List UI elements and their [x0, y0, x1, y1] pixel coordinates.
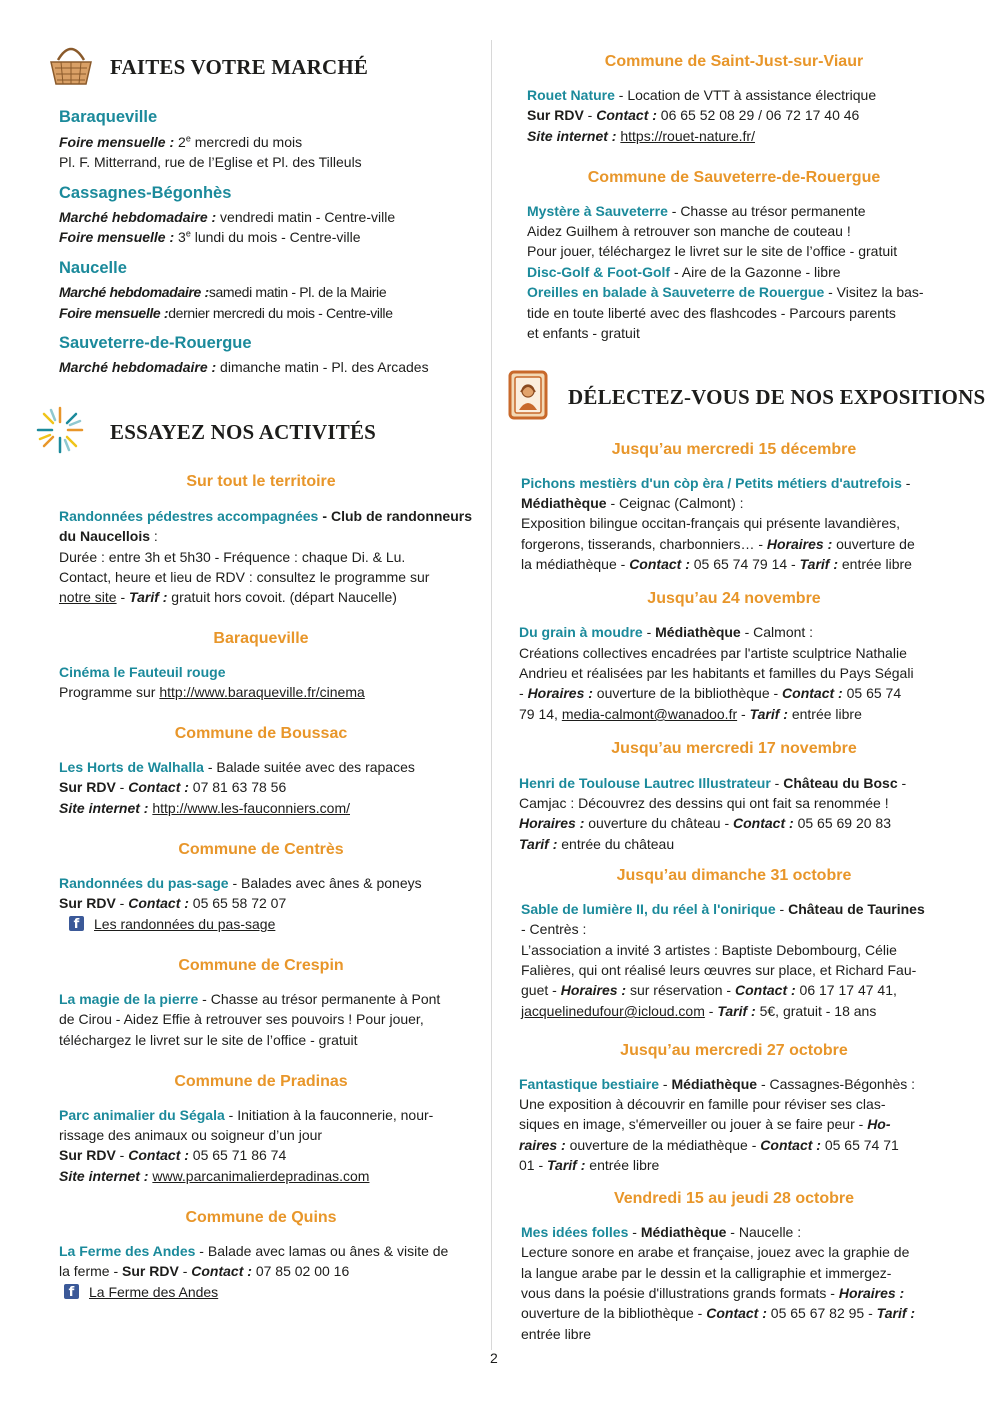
activity-territoire: Randonnées pédestres accompagnées - Club de randonneurs du Naucellois :	[59, 508, 472, 545]
expo-line: guet - Horaires : sur réservation - Contact : 06 17 17 47 41,	[521, 982, 897, 998]
activity-name: Rouet Nature	[527, 87, 615, 103]
expo-line: Henri de Toulouse Lautrec Illustrateur - Château du Bosc -	[519, 775, 907, 791]
activity-name: Oreilles en balade à Sauveterre de Rouergue	[527, 284, 825, 300]
town-baraqueville: Baraqueville	[59, 108, 158, 126]
notre-site-link[interactable]: notre site	[59, 589, 117, 605]
expo-name: Henri de Toulouse Lautrec Illustrateur	[519, 775, 771, 791]
expo-line: Du grain à moudre - Médiathèque - Calmont :	[519, 624, 814, 640]
activity-line: notre site - Tarif : gratuit hors covoit. (départ Naucelle)	[59, 589, 397, 605]
sparkle-icon	[34, 404, 86, 461]
portrait-frame-icon	[508, 370, 548, 425]
column-divider	[491, 40, 492, 1350]
basket-icon	[46, 40, 96, 95]
expo-line: Une exposition à découvrir en famille pour réviser ses clas-	[519, 1096, 886, 1112]
fauconniers-link[interactable]: http://www.les-fauconniers.com/	[152, 800, 350, 816]
expos-header	[508, 370, 985, 425]
market-line: Marché hebdomadaire : dimanche matin - Pl. des Arcades	[59, 359, 429, 375]
expo-name: Sable de lumière II, du réel à l'onirique	[521, 901, 776, 917]
expo-line: Exposition bilingue occitan-français qui présente lavandières,	[521, 515, 900, 531]
activity-line: Aidez Guilhem à retrouver son manche de couteau !	[527, 223, 851, 239]
activity-line: Site internet : http://www.les-fauconniers.com/	[59, 800, 350, 816]
expo-line: la langue arabe par le dessin et la calligraphie et immergez-	[521, 1265, 892, 1281]
activity-line: Mystère à Sauveterre - Chasse au trésor permanente	[527, 203, 866, 219]
activity-name: Cinéma le Fauteuil rouge	[59, 664, 226, 680]
activity-line: Sur RDV - Contact : 05 65 58 72 07	[59, 895, 287, 911]
expo-line: Horaires : ouverture du château - Contact : 05 65 69 20 83	[519, 815, 891, 831]
expo-line: 79 14, media-calmont@wanadoo.fr - Tarif : entrée libre	[519, 706, 862, 722]
expo-name: Pichons mestièrs d'un còp èra / Petits métiers d'autrefois	[521, 475, 902, 491]
market-line: Marché hebdomadaire : vendredi matin - Centre-ville	[59, 209, 396, 225]
activity-name: Randonnées pédestres accompagnées	[59, 508, 319, 524]
heading-boussac: Commune de Boussac	[174, 725, 348, 742]
activity-line: Rouet Nature - Location de VTT à assistance électrique	[527, 87, 877, 103]
expo-line: Fantastique bestiaire - Médiathèque - Cassagnes-Bégonhès :	[519, 1076, 916, 1092]
expo-line: Camjac : Découvrez des dessins qui ont fait sa renommée !	[519, 795, 889, 811]
expo-date-heading: Jusqu’au mercredi 17 novembre	[611, 740, 857, 757]
pas-sage-facebook-link[interactable]: Les randonnées du pas-sage	[94, 916, 276, 932]
activity-line: et enfants - gratuit	[527, 325, 640, 341]
activity-line: Contact, heure et lieu de RDV : consultez le programme sur	[59, 569, 430, 585]
activity-line: la ferme - Sur RDV - Contact : 07 85 02 00 16	[59, 1263, 350, 1279]
expo-date-heading: Jusqu’au mercredi 27 octobre	[620, 1042, 848, 1059]
market-line: Foire mensuelle : 2e mercredi du mois	[59, 133, 303, 150]
expo-line: siques en image, s'émerveiller ou jouer à se faire peur - Ho-	[519, 1116, 891, 1132]
expo-line: ouverture de la bibliothèque - Contact : 05 65 67 82 95 - Tarif :	[521, 1305, 916, 1321]
expo-line: Créations collectives encadrées par l'artiste sculptrice Nathalie	[519, 645, 907, 661]
activity-line: Durée : entre 3h et 5h30 - Fréquence : chaque Di. & Lu.	[59, 549, 406, 565]
town-naucelle: Naucelle	[59, 259, 127, 277]
email-dufour-link[interactable]: jacquelinedufour@icloud.com	[521, 1003, 705, 1019]
heading-baraqueville: Baraqueville	[213, 630, 309, 647]
expo-line: la médiathèque - Contact : 05 65 74 79 14 - Tarif : entrée libre	[521, 556, 912, 572]
facebook-link-row[interactable]	[69, 914, 275, 934]
expo-date-heading: Jusqu’au 24 novembre	[647, 590, 821, 607]
market-line: Foire mensuelle : 3e lundi du mois - Centre-ville	[59, 228, 361, 245]
email-calmont-link[interactable]: media-calmont@wanadoo.fr	[561, 706, 738, 722]
activity-line: Sur RDV - Contact : 07 81 63 78 56	[59, 779, 287, 795]
heading-pradinas: Commune de Pradinas	[174, 1073, 348, 1090]
activity-name: La Ferme des Andes	[59, 1243, 196, 1259]
activity-line: Les Horts de Walhalla - Balade suitée avec des rapaces	[59, 759, 415, 775]
expo-line: Mes idées folles - Médiathèque - Naucelle :	[521, 1224, 802, 1240]
activity-line: tide en toute liberté avec des flashcodes - Parcours parents	[527, 305, 896, 321]
expo-line: Lecture sonore en arabe et française, jouez avec la graphie de	[521, 1244, 910, 1260]
heading-territoire: Sur tout le territoire	[186, 473, 336, 490]
activity-line: Programme sur http://www.baraqueville.fr/cinema	[59, 684, 365, 700]
activity-name: Mystère à Sauveterre	[527, 203, 668, 219]
expo-line: Sable de lumière II, du réel à l'onirique - Château de Taurines	[521, 901, 925, 917]
expo-line: 01 - Tarif : entrée libre	[519, 1157, 660, 1173]
heading-centres: Commune de Centrès	[178, 841, 344, 858]
expo-line: jacquelinedufour@icloud.com - Tarif : 5€, gratuit - 18 ans	[521, 1003, 877, 1019]
expo-line: Falières, qui ont réalisé leurs œuvres sur place, et Richard Fau-	[521, 962, 917, 978]
expo-name: Du grain à moudre	[519, 624, 643, 640]
activity-line: téléchargez le livret sur le site de l’office - gratuit	[59, 1032, 358, 1048]
heading-crespin: Commune de Crespin	[178, 957, 344, 974]
activity-line: Sur RDV - Contact : 05 65 71 86 74	[59, 1147, 287, 1163]
activity-line: de Cirou - Aidez Effie à retrouver ses pouvoirs ! Pour jouer,	[59, 1011, 424, 1027]
market-line: Foire mensuelle :dernier mercredi du mois - Centre-ville	[59, 305, 393, 321]
expo-line: Andrieu et réalisées par les habitants et familles du Pays Ségali	[519, 665, 914, 681]
expo-line: Pichons mestièrs d'un còp èra / Petits métiers d'autrefois -	[521, 475, 911, 491]
expo-line: vous dans la poésie d'illustrations grands formats - Horaires :	[521, 1285, 905, 1301]
market-line: Pl. F. Mitterrand, rue de l’Eglise et Pl. des Tilleuls	[59, 154, 362, 170]
activity-line: Disc-Golf & Foot-Golf - Aire de la Gazonne - libre	[527, 264, 841, 280]
activity-line: Randonnées du pas-sage - Balades avec ânes & poneys	[59, 875, 422, 891]
pradinas-link[interactable]: www.parcanimalierdepradinas.com	[152, 1168, 370, 1184]
facebook-icon: f	[64, 1284, 79, 1299]
expo-line: raires : ouverture de la médiathèque - Contact : 05 65 74 71	[519, 1137, 899, 1153]
activity-line: Site internet : www.parcanimalierdepradinas.com	[59, 1168, 370, 1184]
activity-line: rissage des animaux ou soigneur d’un jour	[59, 1127, 323, 1143]
activity-line: Oreilles en balade à Sauveterre de Rouergue - Visitez la bas-	[527, 284, 924, 300]
expo-line: forgerons, tisserands, charbonniers… - Horaires : ouverture de	[521, 536, 915, 552]
market-header	[46, 40, 368, 95]
heading-quins: Commune de Quins	[185, 1209, 337, 1226]
expos-title: DÉLECTEZ-VOUS DE NOS EXPOSITIONS	[568, 385, 986, 409]
activity-name: Les Horts de Walhalla	[59, 759, 204, 775]
activity-name: La magie de la pierre	[59, 991, 199, 1007]
page-number: 2	[490, 1350, 498, 1366]
activity-line: Sur RDV - Contact : 06 65 52 08 29 / 06 72 17 40 46	[527, 107, 860, 123]
activity-line: Pour jouer, téléchargez le livret sur le site de l’office - gratuit	[527, 243, 898, 259]
expo-line: Médiathèque - Ceignac (Calmont) :	[521, 495, 744, 511]
expo-line: entrée libre	[521, 1326, 592, 1342]
activity-line: Site internet : https://rouet-nature.fr/	[527, 128, 755, 144]
expo-line: L’association a invité 3 artistes : Baptiste Debombourg, Célie	[521, 942, 897, 958]
expo-name: Fantastique bestiaire	[519, 1076, 660, 1092]
market-line: Marché hebdomadaire :samedi matin - Pl. de la Mairie	[59, 284, 387, 300]
expo-name: Mes idées folles	[521, 1224, 629, 1240]
heading-saintjust: Commune de Saint-Just-sur-Viaur	[604, 53, 864, 70]
expo-line: - Centrès :	[521, 921, 587, 937]
activity-line: La magie de la pierre - Chasse au trésor permanente à Pont	[59, 991, 441, 1007]
expo-date-heading: Jusqu’au dimanche 31 octobre	[616, 867, 852, 884]
expo-line: - Horaires : ouverture de la bibliothèque - Contact : 05 65 74	[519, 685, 902, 701]
cinema-link[interactable]: http://www.baraqueville.fr/cinema	[159, 684, 365, 700]
expo-line: Tarif : entrée du château	[519, 836, 675, 852]
ferme-andes-facebook-link[interactable]: La Ferme des Andes	[89, 1284, 219, 1300]
town-sauveterre: Sauveterre-de-Rouergue	[59, 334, 252, 352]
town-cassagnes: Cassagnes-Bégonhès	[59, 184, 232, 202]
facebook-icon: f	[69, 916, 84, 931]
activity-name: Disc-Golf & Foot-Golf	[527, 264, 671, 280]
expo-date-heading: Vendredi 15 au jeudi 28 octobre	[613, 1190, 855, 1207]
activity-line: Parc animalier du Ségala - Initiation à la fauconnerie, nour-	[59, 1107, 434, 1123]
expo-date-heading: Jusqu’au mercredi 15 décembre	[611, 441, 857, 458]
activity-line: La Ferme des Andes - Balade avec lamas ou ânes & visite de	[59, 1243, 449, 1259]
activity-name: Parc animalier du Ségala	[59, 1107, 225, 1123]
activities-header	[34, 404, 376, 461]
market-title: FAITES VOTRE MARCHÉ	[110, 55, 369, 79]
activity-name: Randonnées du pas-sage	[59, 875, 229, 891]
heading-sauveterre: Commune de Sauveterre-de-Rouergue	[587, 169, 881, 186]
facebook-link-row[interactable]	[64, 1282, 218, 1302]
activities-title: ESSAYEZ NOS ACTIVITÉS	[110, 420, 377, 444]
rouet-nature-link[interactable]: https://rouet-nature.fr/	[620, 128, 755, 144]
